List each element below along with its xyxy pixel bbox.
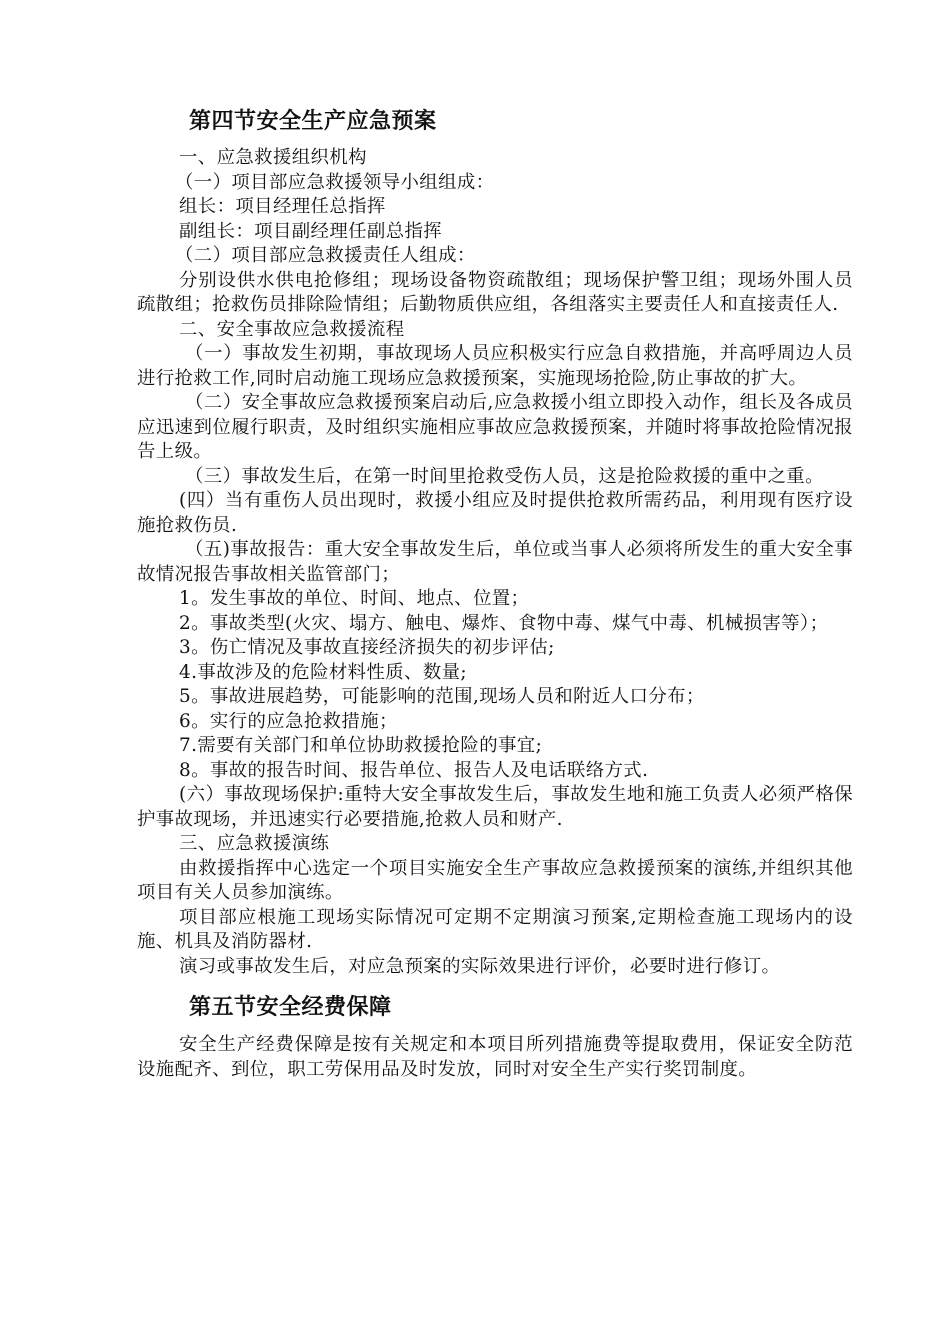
section-5-body [137, 1033, 853, 1082]
section-5-heading: 第五节安全经费保障 [189, 995, 392, 1020]
document-page [137, 107, 853, 1082]
paragraph: 一、应急救援组织机构 [179, 147, 367, 168]
paragraph: 安全生产经费保障是按有关规定和本项目所列措施费等提取费用，保证安全防范设施配齐、到位，职工劳保用品及时发放，同时对安全生产实行奖罚制度。 [137, 1034, 853, 1080]
paragraph: （一）事故发生初期，事故现场人员应积极实行应急自救措施，并高呼周边人员进行抢救工作,同时启动施工现场应急救援预案，实施现场抢险,防止事故的扩大。 [137, 343, 853, 389]
paragraph: 三、应急救援演练 [179, 833, 330, 854]
section-4-body [137, 146, 853, 979]
paragraph: 组长：项目经理任总指挥 [179, 196, 386, 217]
paragraph: (六）事故现场保护:重特大安全事故发生后，事故发生地和施工负责人必须严格保护事故现场，并迅速实行必要措施,抢救人员和财产. [137, 784, 853, 830]
paragraph: （三）事故发生后，在第一时间里抢救受伤人员，这是抢险救援的重中之重。 [185, 465, 824, 487]
paragraph: 8。事故的报告时间、报告单位、报告人及电话联络方式. [179, 759, 649, 781]
paragraph: （一）项目部应急救援领导小组组成： [175, 171, 495, 193]
paragraph: 副组长：项目副经理任副总指挥 [179, 220, 443, 242]
paragraph: 7.需要有关部门和单位协助救援抢险的事宜; [179, 735, 543, 756]
paragraph: 由救援指挥中心选定一个项目实施安全生产事故应急救援预案的演练,并组织其他项目有关人员参加演练。 [137, 857, 853, 903]
paragraph: 3。伤亡情况及事故直接经济损失的初步评估; [179, 637, 555, 658]
paragraph: 1。发生事故的单位、时间、地点、位置； [179, 588, 530, 609]
paragraph: 演习或事故发生后，对应急预案的实际效果进行评价，必要时进行修订。 [179, 955, 781, 977]
paragraph: （二）安全事故应急救援预案启动后,应急救援小组立即投入动作，组长及各成员应迅速到位履行职责，及时组织实施相应事故应急救援预案，并随时将事故抢险情况报告上级。 [137, 392, 853, 462]
paragraph: 4.事故涉及的危险材料性质、数量; [179, 661, 468, 683]
paragraph: 分别设供水供电抢修组；现场设备物资疏散组；现场保护警卫组；现场外围人员疏散组；抢救伤员排除险情组；后勤物质供应组，各组落实主要责任人和直接责任人. [137, 269, 853, 315]
paragraph: 5。事故进展趋势，可能影响的范围,现场人员和附近人口分布； [179, 686, 705, 707]
paragraph: （二）项目部应急救援责任人组成： [175, 245, 476, 266]
paragraph: (四）当有重伤人员出现时，救援小组应及时提供抢救所需药品，利用现有医疗设施抢救伤员. [137, 490, 853, 536]
section-4-heading: 第四节安全生产应急预案 [189, 109, 437, 134]
paragraph: 2。事故类型(火灾、塌方、触电、爆炸、食物中毒、煤气中毒、机械损害等）； [179, 612, 829, 634]
paragraph: （五)事故报告：重大安全事故发生后，单位或当事人必须将所发生的重大安全事故情况报告事故相关监管部门； [137, 539, 853, 585]
paragraph: 6。实行的应急抢救措施； [179, 710, 398, 732]
paragraph: 二、安全事故应急救援流程 [179, 318, 405, 340]
paragraph: 项目部应根施工现场实际情况可定期不定期演习预案,定期检查施工现场内的设施、机具及消防器材. [137, 906, 853, 952]
